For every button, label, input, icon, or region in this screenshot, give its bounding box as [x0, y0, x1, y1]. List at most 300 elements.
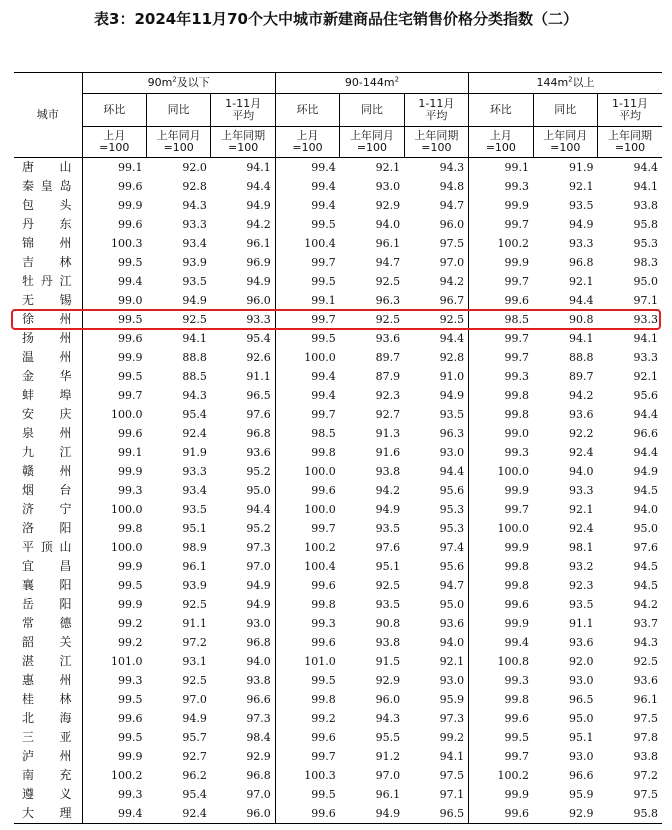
- table-row: [14, 272, 662, 291]
- value-cell: 97.1: [633, 294, 658, 307]
- value-cell: 95.1: [182, 522, 207, 535]
- value-cell: 97.0: [182, 693, 207, 706]
- value-cell: 93.0: [568, 674, 594, 687]
- value-cell: 94.1: [633, 180, 658, 193]
- city-name: 湛江: [22, 654, 72, 668]
- value-cell: 97.6: [633, 541, 658, 554]
- table-row: [14, 386, 662, 405]
- value-cell: 99.4: [275, 177, 339, 196]
- value-cell: 99.5: [82, 728, 146, 747]
- city-column-header: 城市: [14, 73, 82, 158]
- city-name: 唐山: [22, 160, 72, 174]
- value-cell: 100.2: [469, 766, 533, 785]
- city-name: 烟台: [22, 483, 72, 497]
- value-cell: 95.9: [568, 788, 594, 801]
- value-cell: 92.5: [375, 579, 401, 592]
- group-header-large: $144m^2$以上: [469, 73, 662, 94]
- value-cell: 99.7: [469, 500, 533, 519]
- value-cell: 92.7: [182, 750, 207, 763]
- city-name: 桂林: [22, 692, 72, 706]
- value-cell: 94.3: [375, 712, 401, 725]
- table-row: [14, 329, 662, 348]
- value-cell: 99.9: [469, 253, 533, 272]
- table-row: [14, 690, 662, 709]
- city-name: 岳阳: [22, 597, 72, 611]
- value-cell: 93.0: [439, 674, 465, 687]
- value-cell: 93.3: [633, 313, 658, 326]
- value-cell: 99.3: [469, 443, 533, 462]
- city-name: 赣州: [22, 464, 72, 478]
- value-cell: 94.9: [439, 389, 465, 402]
- value-cell: 100.0: [82, 500, 146, 519]
- price-index-table: [14, 72, 662, 824]
- value-cell: 92.5: [633, 655, 658, 668]
- subheader-prev-year-month-base: 上年同月 =100: [340, 127, 404, 158]
- value-cell: 99.8: [275, 443, 339, 462]
- value-cell: 91.1: [182, 617, 207, 630]
- value-cell: 92.9: [568, 807, 594, 820]
- subheader-prev-month-base: 上月 =100: [469, 127, 533, 158]
- city-name: 宜昌: [22, 559, 72, 573]
- value-cell: 93.3: [182, 465, 207, 478]
- value-cell: 96.2: [182, 769, 207, 782]
- value-cell: 97.0: [246, 788, 271, 801]
- value-cell: 94.4: [246, 180, 271, 193]
- value-cell: 93.3: [568, 484, 594, 497]
- value-cell: 99.8: [469, 690, 533, 709]
- value-cell: 99.9: [469, 785, 533, 804]
- value-cell: 97.4: [439, 541, 465, 554]
- subheader-prev-month-base: 上月 =100: [82, 127, 146, 158]
- value-cell: 97.3: [246, 541, 271, 554]
- value-cell: 94.5: [633, 484, 658, 497]
- value-cell: 93.3: [633, 351, 658, 364]
- city-name: 温州: [22, 350, 72, 364]
- value-cell: 92.7: [375, 408, 401, 421]
- value-cell: 99.3: [469, 367, 533, 386]
- value-cell: 92.9: [246, 750, 271, 763]
- value-cell: 99.6: [469, 595, 533, 614]
- value-cell: 92.0: [182, 161, 207, 174]
- value-cell: 96.8: [568, 256, 594, 269]
- table-row: [14, 348, 662, 367]
- value-cell: 99.4: [275, 196, 339, 215]
- table-row: [14, 652, 662, 671]
- value-cell: 93.1: [182, 655, 207, 668]
- city-name: 徐州: [22, 312, 72, 326]
- value-cell: 93.5: [568, 199, 594, 212]
- value-cell: 99.8: [82, 519, 146, 538]
- value-cell: 96.0: [246, 294, 271, 307]
- city-name: 北海: [22, 711, 72, 725]
- value-cell: 95.0: [246, 484, 271, 497]
- value-cell: 94.8: [439, 180, 465, 193]
- value-cell: 97.5: [439, 237, 465, 250]
- value-cell: 88.8: [568, 351, 594, 364]
- value-cell: 100.3: [275, 766, 339, 785]
- value-cell: 100.2: [469, 234, 533, 253]
- value-cell: 99.6: [82, 177, 146, 196]
- value-cell: 93.6: [568, 636, 594, 649]
- value-cell: 99.3: [82, 481, 146, 500]
- value-cell: 96.1: [375, 788, 401, 801]
- value-cell: 92.9: [375, 674, 401, 687]
- value-cell: 100.0: [469, 519, 533, 538]
- value-cell: 99.7: [82, 386, 146, 405]
- value-cell: 92.1: [568, 275, 594, 288]
- value-cell: 94.2: [375, 484, 401, 497]
- value-cell: 99.4: [469, 633, 533, 652]
- city-name: 三亚: [22, 730, 72, 744]
- value-cell: 99.1: [469, 158, 533, 178]
- table-row: [14, 576, 662, 595]
- city-name: 无锡: [22, 293, 72, 307]
- value-cell: 95.8: [633, 807, 658, 820]
- value-cell: 89.7: [375, 351, 401, 364]
- value-cell: 95.4: [182, 788, 207, 801]
- value-cell: 99.9: [82, 196, 146, 215]
- value-cell: 94.1: [439, 750, 465, 763]
- value-cell: 96.5: [246, 389, 271, 402]
- city-name: 泉州: [22, 426, 72, 440]
- value-cell: 94.3: [182, 199, 207, 212]
- value-cell: 91.9: [568, 161, 594, 174]
- value-cell: 97.1: [439, 788, 465, 801]
- value-cell: 99.7: [469, 215, 533, 234]
- table-row: [14, 747, 662, 766]
- table-row: [14, 424, 662, 443]
- value-cell: 99.8: [469, 386, 533, 405]
- table-row: [14, 234, 662, 253]
- value-cell: 92.5: [182, 313, 207, 326]
- value-cell: 92.4: [182, 427, 207, 440]
- city-name: 扬州: [22, 331, 72, 345]
- value-cell: 99.9: [469, 614, 533, 633]
- value-cell: 101.0: [82, 652, 146, 671]
- value-cell: 91.1: [568, 617, 594, 630]
- value-cell: 92.4: [568, 446, 594, 459]
- value-cell: 99.5: [82, 690, 146, 709]
- table-row: [14, 367, 662, 386]
- value-cell: 93.6: [568, 408, 594, 421]
- value-cell: 93.8: [375, 465, 401, 478]
- value-cell: 99.2: [82, 614, 146, 633]
- value-cell: 94.4: [633, 408, 658, 421]
- value-cell: 99.7: [275, 519, 339, 538]
- value-cell: 99.7: [275, 747, 339, 766]
- value-cell: 100.4: [275, 234, 339, 253]
- value-cell: 94.9: [182, 294, 207, 307]
- value-cell: 95.6: [439, 560, 465, 573]
- value-cell: 93.5: [375, 522, 401, 535]
- subheader-prev-year-period-base: 上年同期 =100: [404, 127, 468, 158]
- table-row: [14, 310, 662, 329]
- value-cell: 96.5: [568, 693, 594, 706]
- value-cell: 88.8: [182, 351, 207, 364]
- value-cell: 94.1: [568, 332, 594, 345]
- value-cell: 94.5: [633, 579, 658, 592]
- value-cell: 95.2: [246, 465, 271, 478]
- value-cell: 92.1: [568, 503, 594, 516]
- value-cell: 92.8: [182, 180, 207, 193]
- city-name: 金华: [22, 369, 72, 383]
- value-cell: 89.7: [568, 370, 594, 383]
- value-cell: 95.9: [439, 693, 465, 706]
- city-name: 大理: [22, 806, 72, 820]
- value-cell: 97.5: [633, 712, 658, 725]
- value-cell: 93.5: [375, 598, 401, 611]
- value-cell: 94.1: [633, 332, 658, 345]
- value-cell: 91.0: [439, 370, 465, 383]
- value-cell: 95.0: [633, 522, 658, 535]
- value-cell: 99.7: [469, 348, 533, 367]
- value-cell: 98.3: [633, 256, 658, 269]
- value-cell: 99.8: [275, 690, 339, 709]
- value-cell: 94.4: [439, 465, 465, 478]
- table-row: [14, 633, 662, 652]
- value-cell: 92.3: [568, 579, 594, 592]
- value-cell: 95.6: [439, 484, 465, 497]
- value-cell: 99.6: [82, 424, 146, 443]
- subheader-ytd-avg-header: 1-11月 平均: [211, 94, 275, 127]
- value-cell: 99.9: [82, 462, 146, 481]
- value-cell: 97.3: [246, 712, 271, 725]
- value-cell: 94.9: [246, 579, 271, 592]
- value-cell: 99.8: [275, 595, 339, 614]
- value-cell: 93.8: [375, 636, 401, 649]
- table-row: [14, 158, 662, 178]
- value-cell: 94.9: [246, 199, 271, 212]
- value-cell: 96.6: [246, 693, 271, 706]
- value-cell: 97.3: [439, 712, 465, 725]
- value-cell: 94.9: [182, 712, 207, 725]
- subheader-ytd-avg-header: 1-11月 平均: [597, 94, 662, 127]
- value-cell: 92.9: [375, 199, 401, 212]
- value-cell: 93.8: [633, 199, 658, 212]
- value-cell: 97.2: [182, 636, 207, 649]
- value-cell: 100.0: [82, 538, 146, 557]
- value-cell: 100.2: [82, 766, 146, 785]
- value-cell: 94.7: [375, 256, 401, 269]
- value-cell: 93.5: [182, 503, 207, 516]
- value-cell: 97.5: [439, 769, 465, 782]
- value-cell: 93.9: [182, 256, 207, 269]
- value-cell: 99.5: [275, 785, 339, 804]
- value-cell: 99.4: [275, 158, 339, 178]
- value-cell: 99.5: [82, 253, 146, 272]
- value-cell: 99.9: [469, 538, 533, 557]
- value-cell: 96.1: [182, 560, 207, 573]
- value-cell: 95.3: [633, 237, 658, 250]
- value-cell: 95.0: [633, 275, 658, 288]
- value-cell: 99.8: [469, 405, 533, 424]
- table-row: [14, 215, 662, 234]
- value-cell: 91.5: [375, 655, 401, 668]
- table-header: [14, 73, 662, 158]
- subheader-prev-year-period-base: 上年同期 =100: [211, 127, 275, 158]
- value-cell: 94.3: [633, 636, 658, 649]
- value-cell: 94.9: [246, 598, 271, 611]
- value-cell: 99.4: [82, 804, 146, 824]
- value-cell: 99.6: [82, 329, 146, 348]
- value-cell: 99.8: [469, 576, 533, 595]
- value-cell: 92.5: [182, 674, 207, 687]
- value-cell: 94.3: [182, 389, 207, 402]
- value-cell: 95.6: [633, 389, 658, 402]
- value-cell: 94.0: [568, 465, 594, 478]
- subheader-prev-year-month-base: 上年同月 =100: [533, 127, 597, 158]
- value-cell: 100.0: [275, 500, 339, 519]
- city-name: 包头: [22, 198, 72, 212]
- value-cell: 99.6: [275, 804, 339, 824]
- value-cell: 93.6: [439, 617, 465, 630]
- value-cell: 99.2: [439, 731, 465, 744]
- table-row: [14, 766, 662, 785]
- value-cell: 93.8: [246, 674, 271, 687]
- table-row: [14, 804, 662, 824]
- value-cell: 99.9: [82, 595, 146, 614]
- value-cell: 99.9: [82, 348, 146, 367]
- subheader-prev-year-period-base: 上年同期 =100: [597, 127, 662, 158]
- table-title: 表3：2024年11月70个大中城市新建商品住宅销售价格分类指数（二）: [94, 10, 578, 28]
- value-cell: 92.1: [439, 655, 465, 668]
- value-cell: 98.5: [469, 310, 533, 329]
- value-cell: 99.4: [275, 367, 339, 386]
- value-cell: 98.5: [275, 424, 339, 443]
- value-cell: 99.7: [275, 310, 339, 329]
- subheader-mom-header: 环比: [82, 94, 146, 127]
- value-cell: 92.3: [375, 389, 401, 402]
- value-cell: 93.4: [182, 484, 207, 497]
- value-cell: 93.6: [633, 674, 658, 687]
- value-cell: 94.9: [246, 275, 271, 288]
- value-cell: 95.0: [568, 712, 594, 725]
- value-cell: 99.5: [275, 671, 339, 690]
- subheader-mom-header: 环比: [469, 94, 533, 127]
- value-cell: 95.3: [439, 522, 465, 535]
- value-cell: 96.1: [375, 237, 401, 250]
- value-cell: 96.6: [633, 427, 658, 440]
- value-cell: 97.0: [439, 256, 465, 269]
- value-cell: 99.6: [469, 291, 533, 310]
- value-cell: 96.0: [246, 807, 271, 820]
- city-name: 牡丹江: [22, 274, 72, 288]
- value-cell: 94.4: [633, 161, 658, 174]
- value-cell: 99.8: [469, 557, 533, 576]
- value-cell: 100.0: [82, 405, 146, 424]
- value-cell: 99.4: [82, 272, 146, 291]
- value-cell: 90.8: [375, 617, 401, 630]
- value-cell: 97.6: [246, 408, 271, 421]
- value-cell: 92.4: [568, 522, 594, 535]
- value-cell: 93.0: [375, 180, 401, 193]
- value-cell: 100.8: [469, 652, 533, 671]
- city-name: 平顶山: [22, 540, 72, 554]
- value-cell: 93.5: [568, 598, 594, 611]
- value-cell: 99.1: [275, 291, 339, 310]
- value-cell: 95.4: [246, 332, 271, 345]
- table-row: [14, 728, 662, 747]
- value-cell: 99.5: [275, 329, 339, 348]
- value-cell: 99.3: [82, 785, 146, 804]
- value-cell: 99.5: [82, 367, 146, 386]
- value-cell: 99.7: [469, 272, 533, 291]
- value-cell: 97.0: [375, 769, 401, 782]
- table-row: [14, 785, 662, 804]
- table-row: [14, 538, 662, 557]
- value-cell: 94.4: [246, 503, 271, 516]
- value-cell: 98.1: [568, 541, 594, 554]
- city-name: 安庆: [22, 407, 72, 421]
- city-name: 九江: [22, 445, 72, 459]
- value-cell: 100.2: [275, 538, 339, 557]
- value-cell: 87.9: [375, 370, 401, 383]
- value-cell: 94.0: [439, 636, 465, 649]
- value-cell: 93.8: [633, 750, 658, 763]
- value-cell: 95.8: [633, 218, 658, 231]
- value-cell: 97.2: [633, 769, 658, 782]
- value-cell: 93.0: [568, 750, 594, 763]
- value-cell: 93.3: [182, 218, 207, 231]
- value-cell: 92.5: [439, 313, 465, 326]
- value-cell: 91.3: [375, 427, 401, 440]
- value-cell: 95.0: [439, 598, 465, 611]
- value-cell: 93.6: [246, 446, 271, 459]
- value-cell: 95.2: [246, 522, 271, 535]
- value-cell: 99.6: [275, 481, 339, 500]
- value-cell: 99.5: [82, 310, 146, 329]
- value-cell: 94.5: [633, 560, 658, 573]
- value-cell: 99.1: [82, 158, 146, 178]
- value-cell: 93.0: [246, 617, 271, 630]
- subheader-prev-year-month-base: 上年同月 =100: [146, 127, 210, 158]
- value-cell: 96.7: [439, 294, 465, 307]
- table-row: [14, 253, 662, 272]
- value-cell: 99.6: [469, 709, 533, 728]
- value-cell: 91.1: [246, 370, 271, 383]
- value-cell: 97.0: [246, 560, 271, 573]
- value-cell: 100.0: [275, 348, 339, 367]
- subheader-yoy-header: 同比: [340, 94, 404, 127]
- value-cell: 94.2: [633, 598, 658, 611]
- value-cell: 93.4: [182, 237, 207, 250]
- value-cell: 93.3: [568, 237, 594, 250]
- city-name: 济宁: [22, 502, 72, 516]
- value-cell: 92.1: [568, 180, 594, 193]
- value-cell: 97.6: [375, 541, 401, 554]
- table-row: [14, 709, 662, 728]
- value-cell: 95.3: [439, 503, 465, 516]
- value-cell: 99.9: [82, 557, 146, 576]
- value-cell: 92.5: [182, 598, 207, 611]
- value-cell: 95.1: [568, 731, 594, 744]
- value-cell: 94.0: [375, 218, 401, 231]
- table-row: [14, 443, 662, 462]
- value-cell: 93.3: [246, 313, 271, 326]
- value-cell: 93.7: [633, 617, 658, 630]
- value-cell: 99.6: [82, 215, 146, 234]
- value-cell: 99.9: [82, 747, 146, 766]
- value-cell: 99.6: [82, 709, 146, 728]
- price-index-table-container: [14, 72, 662, 824]
- value-cell: 99.4: [275, 386, 339, 405]
- value-cell: 99.7: [275, 253, 339, 272]
- value-cell: 99.3: [275, 614, 339, 633]
- city-name: 遵义: [22, 787, 72, 801]
- value-cell: 92.1: [375, 161, 401, 174]
- value-cell: 99.0: [82, 291, 146, 310]
- value-cell: 93.5: [182, 275, 207, 288]
